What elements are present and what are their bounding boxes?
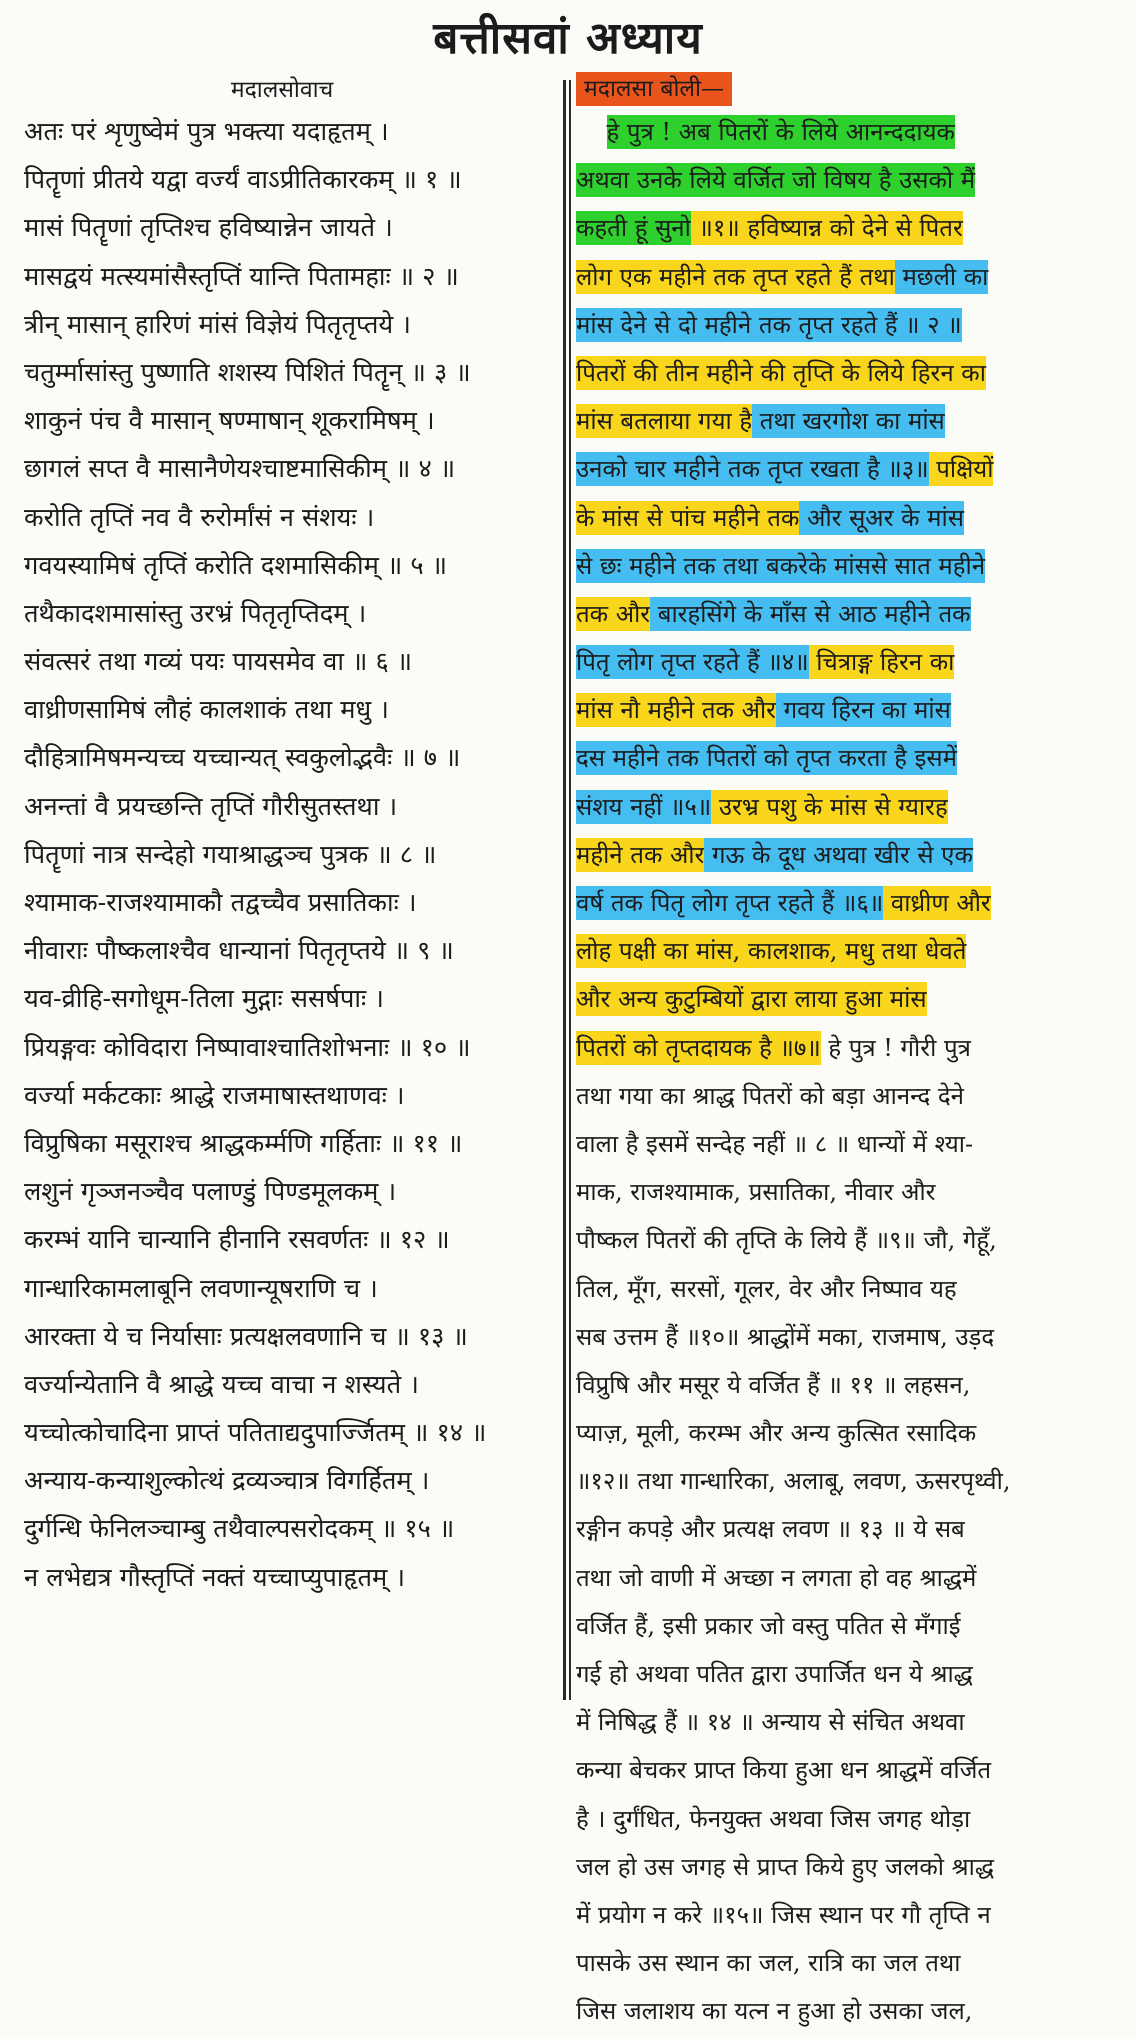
plain-text: प्याज़, मूली, करम्भ और अन्य कुत्सित रसादिक [576,1419,977,1448]
plain-text: पासके उस स्थान का जल, रात्रि का जल तथा [576,1949,961,1978]
hindi-line [576,399,1116,447]
highlighted-text: वर्ष तक पितृ लोग तृप्त रहते हैं ॥६॥ [576,886,883,920]
hindi-line [576,1267,1116,1315]
highlighted-text: से छः महीने तक तथा बकरेके मांससे सात महीने [576,549,985,583]
highlighted-text: महीने तक और [576,838,704,872]
highlighted-text: ॥१॥ हविष्यान्न को देने से पितर [691,211,963,245]
sanskrit-verse-line: वाध्रीणसामिषं लौहं कालशाकं तथा मधु । [24,695,389,726]
hindi-line [576,977,1116,1025]
hindi-line [576,496,1116,544]
sanskrit-verse-line: अनन्तां वै प्रयच्छन्ति तृप्तिं गौरीसुतस्तथा । [24,791,398,822]
hindi-line [576,1845,1116,1893]
sanskrit-verse-line: विप्रुषिका मसूराश्च श्राद्धकर्म्मणि गर्हिताः ॥ ११ ॥ [24,1128,463,1159]
sanskrit-verse-line: नीवाराः पौष्कलाश्चैव धान्यानां पितृतृप्तये ॥ ९ ॥ [24,936,454,967]
hindi-line [576,1170,1116,1218]
sanskrit-verse-line: पितॄणां प्रीतये यद्वा वर्ज्यं वाऽप्रीतिकारकम् ॥ १ ॥ [24,165,462,196]
plain-text [576,115,607,149]
sanskrit-verses [24,108,580,1602]
hindi-line [576,1652,1116,1700]
hindi-line [576,1797,1116,1845]
hindi-line [576,351,1116,399]
plain-text: जिस जलाशय का यत्न न हुआ हो उसका जल, [576,1997,973,2026]
hindi-line [576,1700,1116,1748]
plain-text: जल हो उस जगह से प्राप्त किये हुए जलको श्राद्ध [576,1852,995,1881]
highlighted-text: गवय हिरन का मांस [776,693,951,727]
sanskrit-verse-line: पितॄणां नात्र सन्देहो गयाश्राद्धञ्च पुत्रक ॥ ८ ॥ [24,839,437,870]
plain-text: सब उत्तम हैं ॥१०॥ श्राद्धोंमें मका, राजमाष, उड़द [576,1322,995,1351]
sanskrit-verse-line: यच्चोत्कोचादिना प्राप्तं पतिताद्यदुपार्ज्जितम् ॥ १४ ॥ [24,1418,487,1449]
plain-text: ॥१२॥ तथा गान्धारिका, अलाबू, लवण, ऊसरपृथ्वी, [576,1467,1011,1496]
plain-text: में प्रयोग न करे ॥१५॥ जिस स्थान पर गौ तृप्ति न [576,1900,991,1929]
hindi-line [576,158,1116,206]
hindi-line [576,1218,1116,1266]
plain-text: माक, राजश्यामाक, प्रसातिका, नीवार और [576,1178,936,1207]
highlighted-text: मांस देने से दो महीने तक तृप्त रहते हैं ॥ २ ॥ [576,308,962,342]
highlighted-text: मांस नौ महीने तक और [576,693,776,727]
sanskrit-verse-line: शाकुनं पंच वै मासान् षण्माषान् शूकरामिषम् । [24,406,435,437]
hindi-line [576,688,1116,736]
hindi-line [576,592,1116,640]
hindi-column [576,72,1116,2038]
highlighted-text: तथा खरगोश का मांस [752,404,945,438]
highlighted-text: और अन्य कुटुम्बियों द्वारा लाया हुआ मांस [576,982,927,1016]
highlighted-text: गऊ के दूध अथवा खीर से एक [704,838,973,872]
highlighted-text: तक और [576,597,650,631]
hindi-line [576,255,1116,303]
sanskrit-verse-line: वर्ज्या मर्कटकाः श्राद्धे राजमाषास्तथाणवः । [24,1080,405,1111]
highlighted-text: लोह पक्षी का मांस, कालशाक, मधु तथा धेवते [576,934,966,968]
chapter-title: बत्तीसवां अध्याय [433,13,703,64]
sanskrit-verse-line: श्यामाक-राजश्यामाकौ तद्वच्चैव प्रसातिकाः । [24,888,417,918]
highlighted-text: अथवा उनके लिये वर्जित जो विषय है उसको मैं [576,163,975,197]
plain-text: वर्जित हैं, इसी प्रकार जो वस्तु पतित से मँगाई [576,1611,961,1640]
hindi-line [576,736,1116,784]
plain-text: रङ्गीन कपड़े और प्रत्यक्ष लवण ॥ १३ ॥ ये सब [576,1515,965,1544]
hindi-line [576,1989,1116,2037]
highlighted-text: और सूअर के मांस [799,501,963,535]
hindi-line [576,206,1116,254]
plain-text: है । दुर्गंधित, फेनयुक्त अथवा जिस जगह थोड़ा [576,1804,971,1833]
plain-text: गई हो अथवा पतित द्वारा उपार्जित धन ये श्राद्ध [576,1660,973,1688]
plain-text: हे पुत्र ! गौरी पुत्र [820,1033,971,1062]
hindi-line [576,1459,1116,1507]
highlighted-text: दस महीने तक पितरों को तृप्त करता है [576,741,907,775]
sanskrit-column [24,72,580,1602]
highlighted-text: के मांस से पांच महीने तक [576,501,799,535]
hindi-line [576,785,1116,833]
highlighted-text: बारहसिंगे के माँस से आठ महीने तक [650,597,971,631]
sanskrit-verse-line: तथैकादशमासांस्तु उरभ्रं पितृतृप्तिदम् । [24,598,367,629]
hindi-line [576,1748,1116,1796]
hindi-line [576,544,1116,592]
hindi-line [576,1074,1116,1122]
sanskrit-verse-line: आरक्ता ये च निर्यासाः प्रत्यक्षलवणानि च ॥ १३ ॥ [24,1321,468,1352]
sanskrit-verse-line: न लभेद्यत्र गौस्तृप्तिं नक्तं यच्चाप्युपाहृतम् । [24,1562,406,1593]
hindi-line [576,1363,1116,1411]
hindi-line [576,881,1116,929]
highlighted-text: उनको चार महीने तक तृप्त रखता है ॥३॥ [576,452,929,486]
highlighted-text: इसमें [907,741,957,775]
highlighted-text: वाध्रीण और [883,886,991,920]
sanskrit-verse-line: दौहित्रामिषमन्यच्च यच्चान्यत् स्वकुलोद्भवैः ॥ ७ ॥ [24,743,461,774]
highlighted-text: संशय नहीं ॥५॥ [576,790,711,824]
highlighted-text: पक्षियों [929,452,994,486]
highlighted-text: पितरों को तृप्तदायक है ॥७॥ [576,1031,821,1065]
plain-text: तथा जो वाणी में अच्छा न लगता हो वह श्राद्धमें [576,1563,977,1592]
sanskrit-verse-line: प्रियङ्गवः कोविदारा निष्पावाश्चातिशोभनाः ॥ १० ॥ [24,1032,471,1063]
plain-text: पौष्कल पितरों की तृप्ति के लिये हैं ॥९॥ जौ, गेहूँ, [576,1226,997,1255]
highlighted-text: पितरों की तीन महीने की तृप्ति के लिये हिरन का [576,356,986,390]
sanskrit-verse-line: संवत्सरं तथा गव्यं पयः पायसमेव वा ॥ ६ ॥ [24,647,413,678]
hindi-line [576,833,1116,881]
sanskrit-verse-line: गवयस्यामिषं तृप्तिं करोति दशमासिकीम् ॥ ५ ॥ [24,550,447,581]
sanskrit-verse-line: चतुर्म्मासांस्तु पुष्णाति शशस्य पिशितं पितॄन् ॥ ३ ॥ [24,357,471,388]
sanskrit-heading: मदालसोवाच [230,77,334,103]
highlighted-text: उरभ्र पशु के मांस से ग्यारह [711,790,947,824]
sanskrit-verse-line: लशुनं गृञ्जनञ्चैव पलाण्डुं पिण्डमूलकम् । [24,1177,397,1208]
hindi-line [576,1941,1116,1989]
hindi-line [576,303,1116,351]
sanskrit-verse-line: गान्धारिकामलाबूनि लवणान्यूषराणि च । [24,1273,378,1304]
plain-text: में निषिद्ध हैं ॥ १४ ॥ अन्याय से संचित अथवा [576,1708,965,1737]
hindi-translation [576,110,1116,2038]
highlighted-text: मांस बतलाया गया है [576,404,752,438]
hindi-line [576,1604,1116,1652]
sanskrit-verse-line: दुर्गन्धि फेनिलञ्चाम्बु तथैवाल्पसरोदकम् ॥ १५ ॥ [24,1514,455,1545]
sanskrit-verse-line: वर्ज्यान्येतानि वै श्राद्धे यच्च वाचा न शस्यते । [24,1369,419,1400]
hindi-line [576,1315,1116,1363]
plain-text: तथा गया का श्राद्ध पितरों को बड़ा आनन्द देने [576,1081,964,1110]
hindi-line [576,640,1116,688]
hindi-line [576,447,1116,495]
highlighted-text: लोग एक महीने तक तृप्त रहते हैं तथा [576,260,895,294]
highlighted-text: पितृ लोग तृप्त रहते हैं ॥४॥ [576,645,809,679]
hindi-line [576,1122,1116,1170]
highlighted-text: चित्राङ्ग हिरन का [809,645,955,679]
sanskrit-verse-line: यव-व्रीहि-सगोधूम-तिला मुद्गाः ससर्षपाः । [24,984,384,1015]
sanskrit-verse-line: त्रीन् मासान् हारिणं मांसं विज्ञेयं पितृतृप्तये । [24,309,411,340]
hindi-line [576,1893,1116,1941]
sanskrit-verse-line: अन्याय-कन्याशुल्कोत्थं द्रव्यञ्चात्र विगर्हितम् । [24,1466,430,1497]
sanskrit-verse-line: करम्भं यानि चान्यानि हीनानि रसवर्णतः ॥ १२ ॥ [24,1225,450,1256]
hindi-line [576,110,1116,158]
hindi-line [576,1411,1116,1459]
hindi-line [576,929,1116,977]
hindi-line [576,1507,1116,1555]
hindi-heading: मदालसा बोली— [576,72,732,106]
plain-text: कन्या बेचकर प्राप्त किया हुआ धन श्राद्धमें वर्जित [576,1756,992,1785]
hindi-line [576,1556,1116,1604]
plain-text: वाला है इसमें सन्देह नहीं ॥ ८ ॥ धान्यों में श्या- [576,1129,974,1158]
highlighted-text: कहती हूं सुनो [576,211,691,245]
sanskrit-verse-line: छागलं सप्त वै मासानैणेयश्चाष्टमासिकीम् ॥ ४ ॥ [24,454,456,485]
sanskrit-verse-line: मासद्वयं मत्स्यमांसैस्तृप्तिं यान्ति पितामहाः ॥ २ ॥ [24,261,459,292]
highlighted-text: मछली का [895,260,989,294]
sanskrit-verse-line: करोति तृप्तिं नव वै रुरोर्मांसं न संशयः । [24,502,375,533]
plain-text: तिल, मूँग, सरसों, गूलर, वेर और निष्पाव यह [576,1274,957,1303]
hindi-line [576,1026,1116,1074]
plain-text: विप्रुषि और मसूर ये वर्जित हैं ॥ ११ ॥ लहसन, [576,1370,971,1399]
sanskrit-verse-line: मासं पितॄणां तृप्तिश्च हविष्यान्नेन जायते । [24,213,393,244]
sanskrit-verse-line: अतः परं शृणुष्वेमं पुत्र भक्त्या यदाहृतम् । [24,117,389,147]
highlighted-text: हे पुत्र ! अब पितरों के लिये आनन्ददायक [607,115,955,149]
